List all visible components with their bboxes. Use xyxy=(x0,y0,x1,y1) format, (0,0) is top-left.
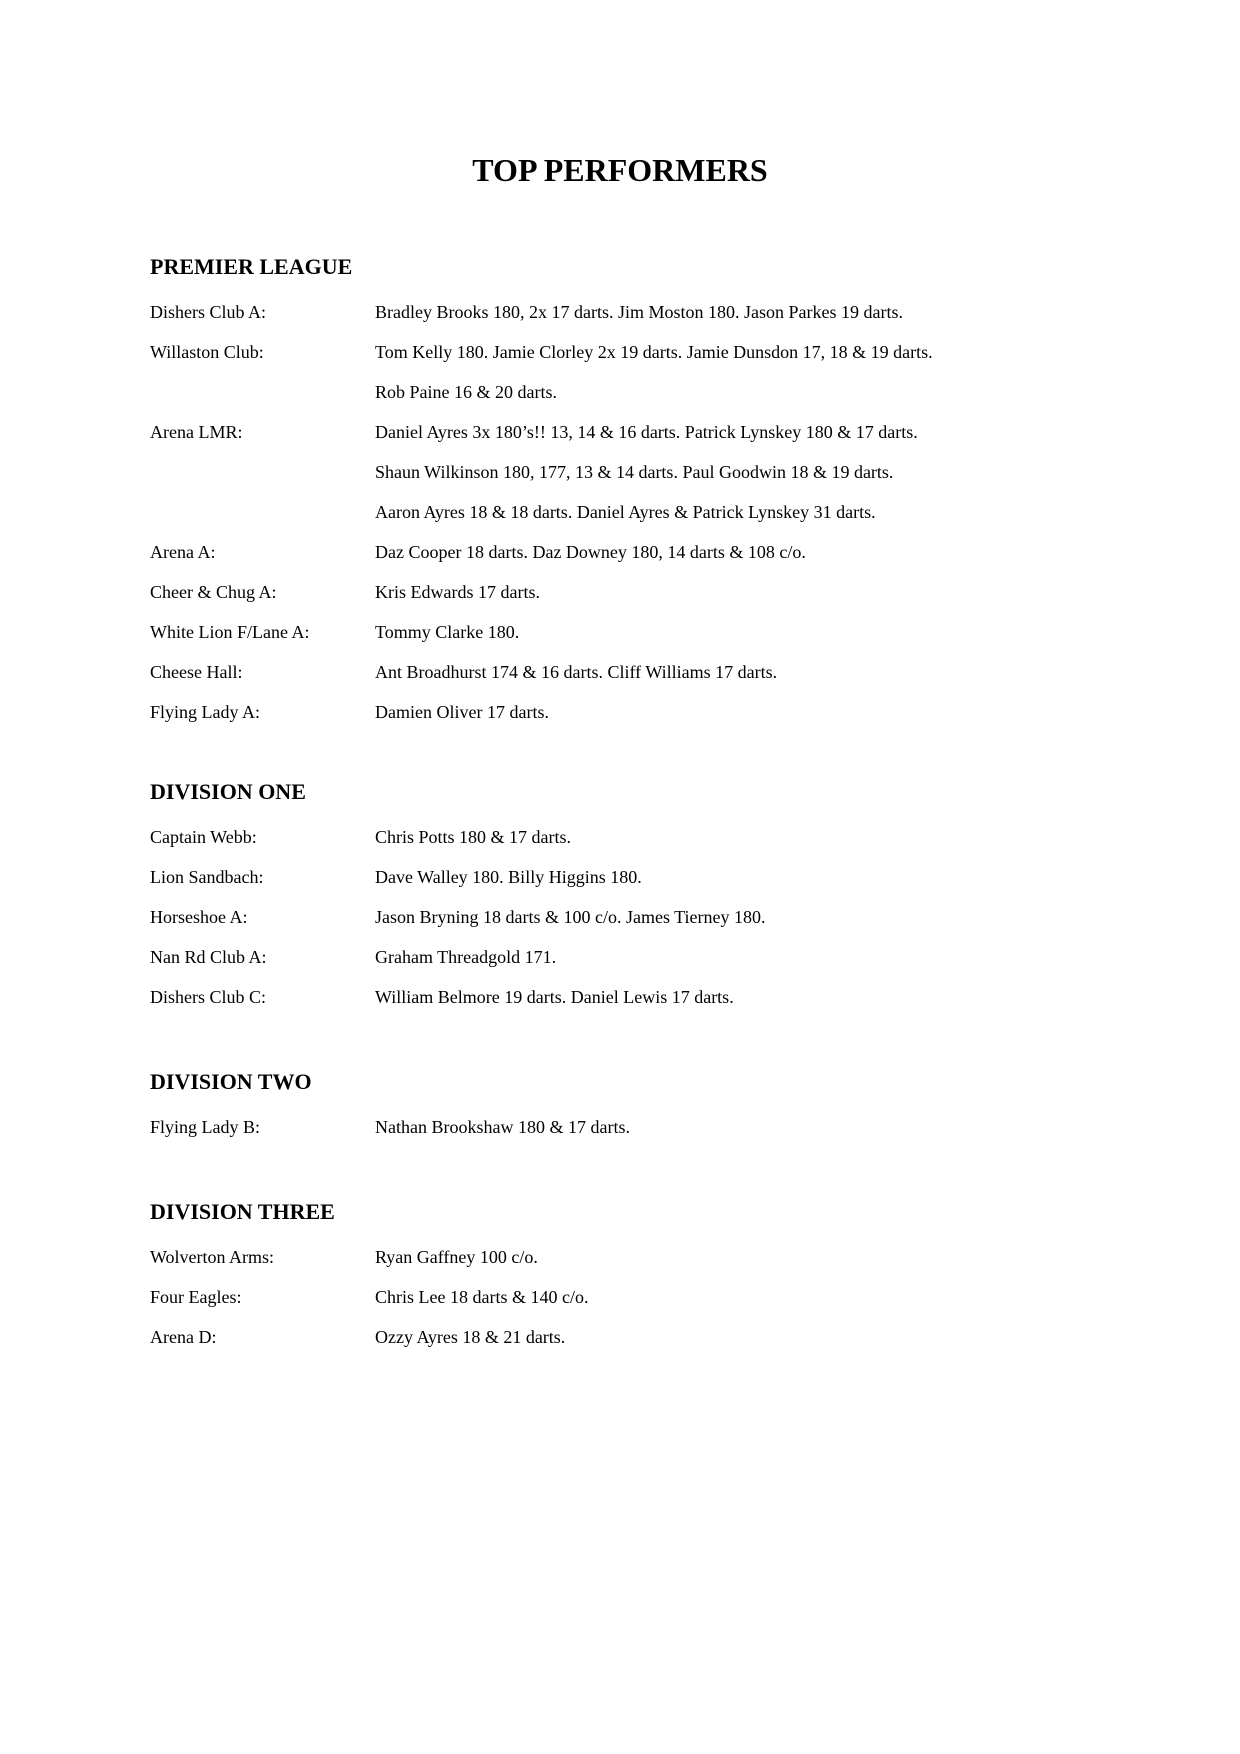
performer-row xyxy=(150,572,1150,612)
team-name: Dishers Club C: xyxy=(150,987,267,1007)
performer-row xyxy=(150,532,1150,572)
performer-row xyxy=(150,612,1150,652)
performance-lines xyxy=(375,652,777,692)
section-division-two xyxy=(150,1067,1150,1147)
performance-text: Ryan Gaffney 100 c/o. xyxy=(375,1247,538,1267)
team-name: Arena D: xyxy=(150,1327,217,1347)
page-title: TOP PERFORMERS xyxy=(472,152,768,188)
team-name: Flying Lady B: xyxy=(150,1117,261,1137)
performer-row xyxy=(150,1277,1150,1317)
team-name: White Lion F/Lane A: xyxy=(150,622,310,642)
performance-lines xyxy=(375,937,556,977)
performer-row xyxy=(150,1237,1150,1277)
performance-text: Chris Lee 18 darts & 140 c/o. xyxy=(375,1287,589,1307)
performer-row xyxy=(150,692,1150,732)
performance-text: Rob Paine 16 & 20 darts. xyxy=(375,382,557,402)
performance-text: Bradley Brooks 180, 2x 17 darts. Jim Moston 180. Jason Parkes 19 darts. xyxy=(375,302,903,322)
performance-lines xyxy=(375,817,571,857)
section-division-three xyxy=(150,1197,1150,1357)
performance-lines xyxy=(375,1277,588,1317)
performer-row xyxy=(150,292,1150,332)
performance-text: Shaun Wilkinson 180, 177, 13 & 14 darts. Paul Goodwin 18 & 19 darts. xyxy=(375,462,894,482)
performance-lines xyxy=(375,332,933,412)
section-rows xyxy=(150,1237,1150,1357)
performer-row xyxy=(150,817,1150,857)
team-name: Arena A: xyxy=(150,542,216,562)
performance-lines xyxy=(375,857,642,897)
performance-lines xyxy=(375,1237,538,1277)
performance-text: Tommy Clarke 180. xyxy=(375,622,520,642)
performance-text: William Belmore 19 darts. Daniel Lewis 17 darts. xyxy=(375,987,734,1007)
performance-lines xyxy=(375,1317,565,1357)
team-name: Wolverton Arms: xyxy=(150,1247,275,1267)
performance-lines xyxy=(375,977,734,1017)
section-heading: PREMIER LEAGUE xyxy=(150,254,353,279)
performance-lines xyxy=(375,612,519,652)
team-name: Arena LMR: xyxy=(150,422,243,442)
performer-row xyxy=(150,937,1150,977)
section-heading: DIVISION TWO xyxy=(150,1069,312,1094)
performance-lines xyxy=(375,1107,630,1147)
performance-lines xyxy=(375,692,549,732)
team-name: Dishers Club A: xyxy=(150,302,267,322)
team-name: Nan Rd Club A: xyxy=(150,947,267,967)
performance-lines xyxy=(375,292,903,332)
performer-row xyxy=(150,1107,1150,1147)
performer-row xyxy=(150,857,1150,897)
team-name: Four Eagles: xyxy=(150,1287,242,1307)
performance-text: Kris Edwards 17 darts. xyxy=(375,582,540,602)
team-name: Captain Webb: xyxy=(150,827,257,847)
section-heading: DIVISION ONE xyxy=(150,779,306,804)
performer-row xyxy=(150,897,1150,937)
team-name: Lion Sandbach: xyxy=(150,867,264,887)
performance-text: Aaron Ayres 18 & 18 darts. Daniel Ayres & Patrick Lynskey 31 darts. xyxy=(375,502,876,522)
team-name: Cheer & Chug A: xyxy=(150,582,277,602)
performance-text: Ozzy Ayres 18 & 21 darts. xyxy=(375,1327,566,1347)
section-premier-league xyxy=(150,252,1150,732)
performer-row xyxy=(150,1317,1150,1357)
performance-lines xyxy=(375,572,540,612)
performance-text: Chris Potts 180 & 17 darts. xyxy=(375,827,572,847)
performance-lines xyxy=(375,412,918,532)
team-name: Cheese Hall: xyxy=(150,662,243,682)
section-rows xyxy=(150,1107,1150,1147)
performance-text: Nathan Brookshaw 180 & 17 darts. xyxy=(375,1117,630,1137)
performance-text: Daz Cooper 18 darts. Daz Downey 180, 14 darts & 108 c/o. xyxy=(375,542,806,562)
performer-row xyxy=(150,412,1150,532)
performance-lines xyxy=(375,532,806,572)
performance-text: Damien Oliver 17 darts. xyxy=(375,702,549,722)
section-rows xyxy=(150,292,1150,732)
performance-lines xyxy=(375,897,765,937)
performer-row xyxy=(150,977,1150,1017)
section-heading: DIVISION THREE xyxy=(150,1199,335,1224)
performance-text: Daniel Ayres 3x 180’s!! 13, 14 & 16 darts. Patrick Lynskey 180 & 17 darts. xyxy=(375,422,918,442)
performer-row xyxy=(150,332,1150,412)
team-name: Willaston Club: xyxy=(150,342,264,362)
team-name: Horseshoe A: xyxy=(150,907,248,927)
section-division-one xyxy=(150,777,1150,1017)
section-rows xyxy=(150,817,1150,1017)
performance-text: Tom Kelly 180. Jamie Clorley 2x 19 darts. Jamie Dunsdon 17, 18 & 19 darts. xyxy=(375,342,933,362)
performance-text: Graham Threadgold 171. xyxy=(375,947,557,967)
team-name: Flying Lady A: xyxy=(150,702,261,722)
performer-row xyxy=(150,652,1150,692)
performance-text: Jason Bryning 18 darts & 100 c/o. James Tierney 180. xyxy=(375,907,766,927)
performance-text: Ant Broadhurst 174 & 16 darts. Cliff Williams 17 darts. xyxy=(375,662,778,682)
performance-text: Dave Walley 180. Billy Higgins 180. xyxy=(375,867,642,887)
